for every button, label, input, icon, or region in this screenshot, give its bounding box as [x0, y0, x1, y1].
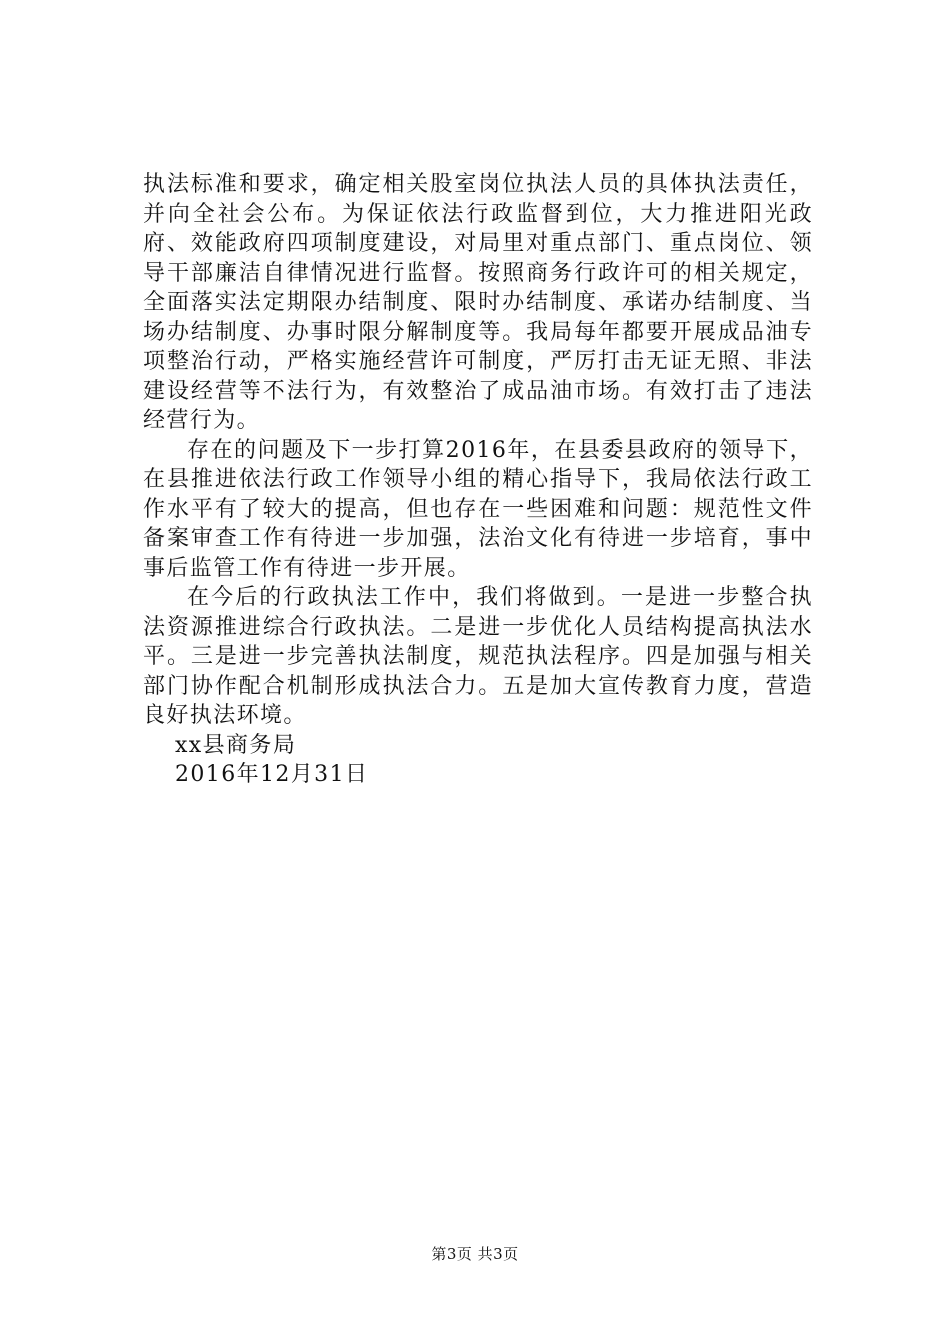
signature-organization: xx县商务局 [175, 732, 297, 758]
document-body [143, 170, 813, 790]
paragraph-plans: 在今后的行政执法工作中，我们将做到。一是进一步整合执法资源推进综合行政执法。二是进一步优化人员结构提高执法水平。三是进一步完善执法制度，规范执法程序。四是加强与相关部门协作配合机制形成执法合力。五是加大宣传教育力度，营造良好执法环境。 [143, 585, 813, 728]
signature-date: 2016年12月31日 [175, 762, 369, 787]
page-footer: 第3页 共3页 [431, 1245, 519, 1263]
paragraph-continuation: 执法标准和要求，确定相关股室岗位执法人员的具体执法责任，并向全社会公布。为保证依法行政监督到位，大力推进阳光政府、效能政府四项制度建设，对局里对重点部门、重点岗位、领导干部廉洁自律情况进行监督。按照商务行政许可的相关规定，全面落实法定期限办结制度、限时办结制度、承诺办结制度、当场办结制度、办事时限分解制度等。我局每年都要开展成品油专项整治行动，严格实施经营许可制度，严厉打击无证无照、非法建设经营等不法行为，有效整治了成品油市场。有效打击了违法经营行为。 [143, 172, 813, 433]
paragraph-problems: 存在的问题及下一步打算2016年，在县委县政府的领导下，在县推进依法行政工作领导小组的精心指导下，我局依法行政工作水平有了较大的提高，但也存在一些困难和问题：规范性文件备案审查工作有待进一步加强，法治文化有待进一步培育，事中事后监管工作有待进一步开展。 [143, 437, 813, 581]
